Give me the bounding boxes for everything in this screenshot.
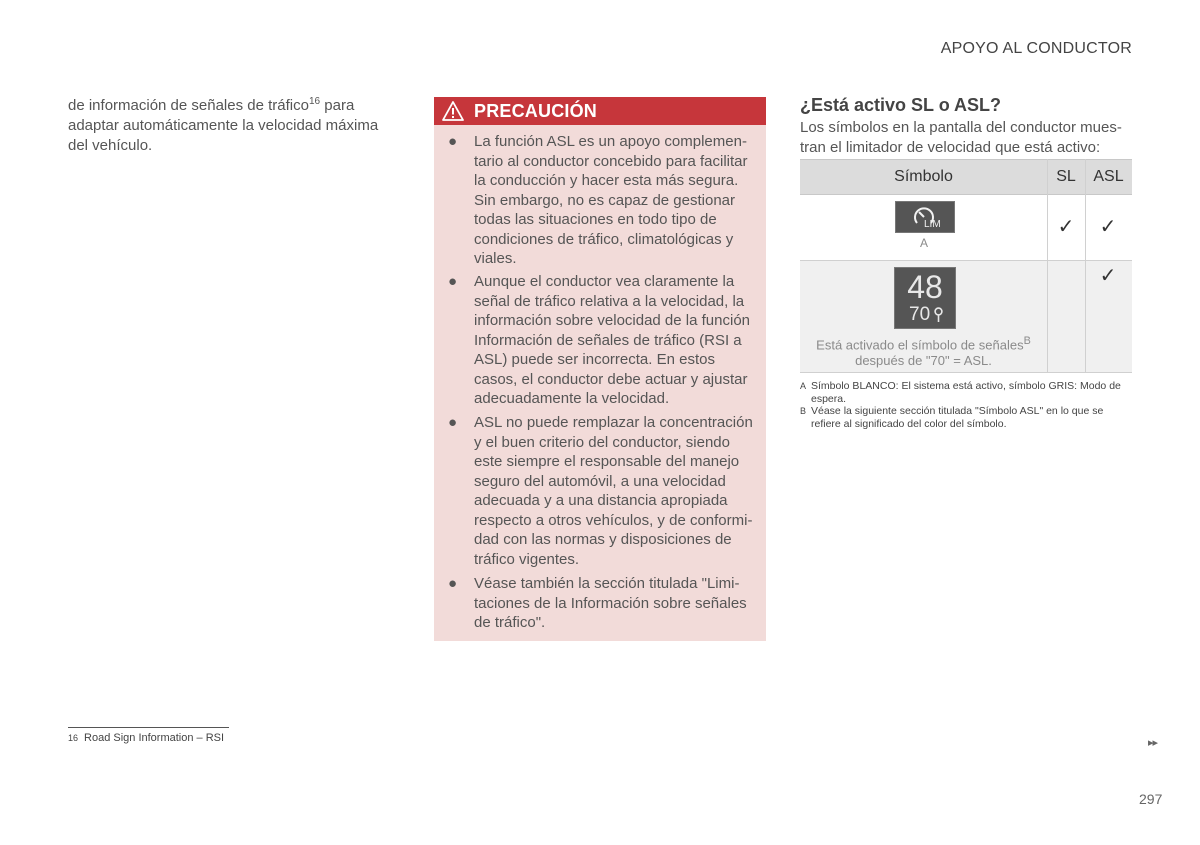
section-intro: Los símbolos en la pantalla del conductor mues-tran el limitador de velocidad que está activo: bbox=[800, 119, 1122, 156]
icon-caption: A bbox=[919, 236, 928, 250]
intro-paragraph bbox=[68, 96, 398, 156]
section-title: ¿Está activo SL o ASL? bbox=[800, 95, 1002, 115]
caution-item: ● Aunque el conductor vea claramente la señal de tráfico relativa a la velocidad, la información sobre velocidad de la función Información de señales de tráfico (RSI a ASL) puede ser incorrecta. En estos casos, el conductor debe actuar y ajustar adecuadamente la velocidad. bbox=[448, 273, 750, 407]
table-notes bbox=[800, 380, 1132, 430]
section-header: APOYO AL CONDUCTOR bbox=[940, 40, 1132, 57]
asl-check-icon: ✓ bbox=[1099, 265, 1117, 287]
bullet: ● bbox=[448, 575, 458, 592]
table-note: B Véase la siguiente sección titulada "Símbolo ASL" en lo que se refiere al significado del color del símbolo. bbox=[800, 405, 1104, 430]
bullet: ● bbox=[448, 273, 458, 290]
footnote-marker: 16 bbox=[68, 733, 79, 743]
row-caption: Está activado el símbolo de señales$^B$ después de "70" = ASL. bbox=[816, 335, 1031, 369]
asl-speed-display-icon bbox=[894, 267, 956, 329]
sl-check-icon: ✓ bbox=[1057, 216, 1075, 238]
row-divider bbox=[800, 372, 1132, 373]
set-speed: 70 bbox=[909, 304, 931, 325]
footnote: 16 Road Sign Information – RSI bbox=[68, 732, 225, 744]
table-note: A Símbolo BLANCO: El sistema está activo, símbolo GRIS: Modo de espera. bbox=[800, 380, 1121, 405]
symbol-table bbox=[800, 159, 1132, 374]
caution-item: ● La función ASL es un apoyo complemen-tario al conductor concebido para facilitar la conducción y hacer esta más segura. Sin embargo, no es capaz de gestionar todas las situaciones en todo tipo de condiciones de tráfico, climatológicas y viales. bbox=[448, 133, 748, 267]
bullet: ● bbox=[448, 133, 458, 150]
table-header bbox=[800, 159, 1132, 195]
lim-label: LIM bbox=[924, 219, 941, 230]
caution-box bbox=[434, 97, 766, 641]
footnote-reference[interactable]: 16 bbox=[308, 96, 321, 107]
column-header-symbol: Símbolo bbox=[894, 168, 953, 185]
page-number: 297 bbox=[1139, 791, 1163, 807]
caution-item: ● Véase también la sección titulada "Limi-taciones de la Información sobre señales de tráfico". bbox=[448, 575, 747, 631]
status-section bbox=[800, 94, 1132, 158]
intro-text: de información de señales de tráfico bbox=[68, 97, 309, 114]
footnote-divider bbox=[68, 727, 229, 728]
warning-icon bbox=[442, 101, 464, 121]
column-divider bbox=[1047, 159, 1048, 373]
column-divider bbox=[1085, 159, 1086, 373]
column-header-sl: SL bbox=[1056, 168, 1076, 185]
note-marker: A bbox=[800, 381, 807, 391]
limiter-lim-icon bbox=[895, 201, 955, 233]
caution-title: PRECAUCIÓN bbox=[474, 100, 598, 121]
next-page-icon[interactable]: ▸▸ bbox=[1148, 737, 1158, 749]
sign-info-icon bbox=[934, 307, 943, 328]
current-speed: 48 bbox=[907, 269, 943, 305]
note-marker: B bbox=[800, 406, 807, 416]
caution-header bbox=[434, 97, 766, 125]
caution-item: ● ASL no puede remplazar la concentración y el buen criterio del conductor, siendo este siempre el responsable del manejo seguro del automóvil, a una velocidad adecuada y a una distancia apropiada respecto a otros vehículos, y de conformi-dad con las normas y disposiciones de tráfico vigentes. bbox=[448, 414, 753, 568]
intro-text-continued: para adaptar automáticamente la velocidad máxima del vehículo. bbox=[68, 97, 379, 154]
column-header-asl: ASL bbox=[1093, 168, 1124, 185]
bullet: ● bbox=[448, 414, 458, 431]
row-divider bbox=[800, 260, 1132, 261]
asl-check-icon: ✓ bbox=[1099, 216, 1117, 238]
